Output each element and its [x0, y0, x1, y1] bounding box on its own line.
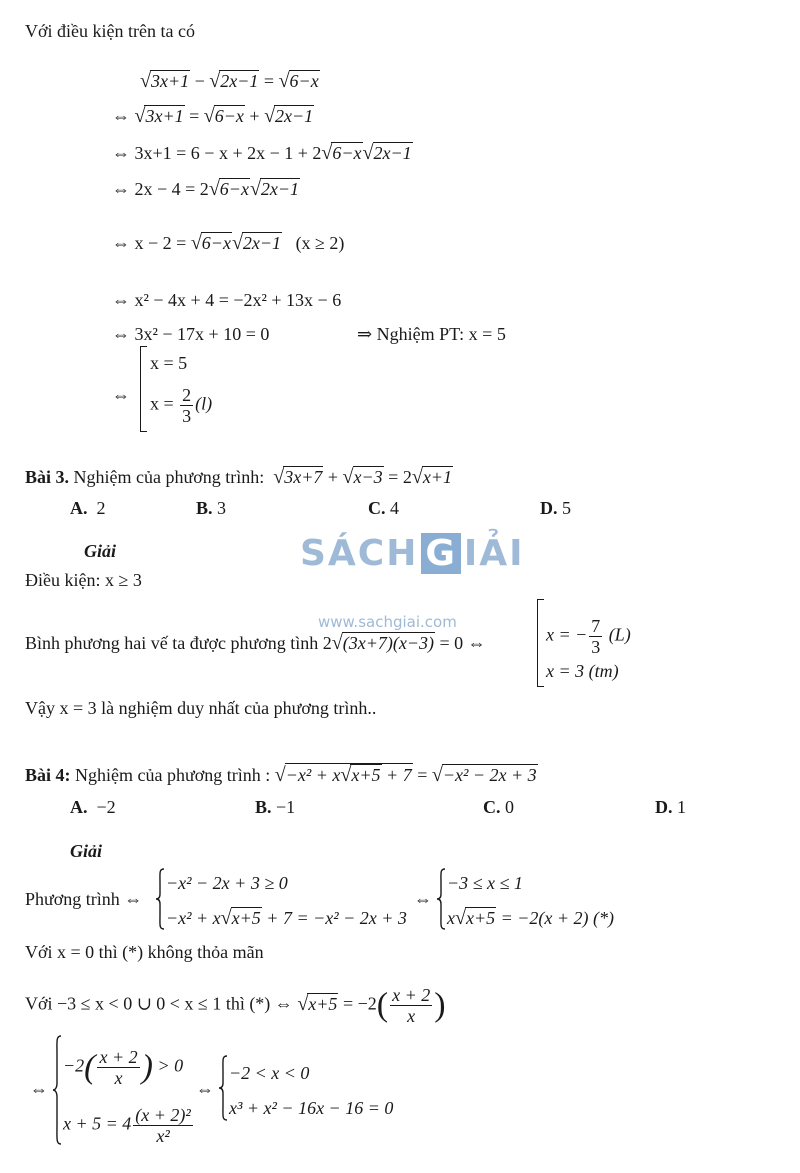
case-x-range: Với −3 ≤ x < 0 ∪ 0 < x ≤ 1 thì (*) ⇔ √x+5 = −2( $\frac{x + 2}{x}$ ) [25, 985, 446, 1026]
bai3-case-bracket [537, 599, 544, 687]
case-2: x = $\frac{2}{3}$ (l) [150, 385, 213, 426]
bai3-squaring: Bình phương hai vế ta được phương tình 2√(3x+7)(x−3) = 0 ⇔ [25, 632, 486, 654]
bai3-case-1: x = − $\frac{7}{3}$ (L) [546, 616, 631, 657]
bai3-solution-heading: Giải [84, 541, 117, 561]
equation-step-2: ⇔ √3x+1 = √6−x + √2x−1 [112, 105, 314, 127]
equation-step-7: ⇔ 3x² − 17x + 10 = 0 [112, 324, 270, 344]
system3-line2: x + 5 = 4 $\frac{\text{(x + 2)²}}{\text{x²}}$ [63, 1105, 191, 1146]
equation-step-1: √3x+1 − √2x−1 = √6−x [140, 70, 319, 92]
equivalence-arrow: ⇔ [196, 1079, 214, 1099]
equation-step-4: ⇔ 2x − 4 = 2√6−x√2x−1 [112, 178, 300, 200]
bai3-option-a: A. 2 [70, 498, 106, 518]
bai3-option-c: C. 4 [368, 498, 399, 518]
system2-line2: x√x+5 = −2(x + 2) (*) [447, 907, 615, 929]
intro-text: Với điều kiện trên ta có [25, 21, 195, 41]
equivalence-arrow: ⇔ [112, 385, 130, 405]
system4-line1: −2 < x < 0 [229, 1063, 310, 1083]
bai3-case-2: x = 3 (tm) [546, 661, 619, 681]
bai4-equation-label: Phương trình ⇔ [25, 889, 143, 909]
bai3-option-d: D. 5 [540, 498, 571, 518]
system4-line2: x³ + x² − 16x − 16 = 0 [229, 1098, 394, 1118]
bai4-option-c: C. 0 [483, 797, 514, 817]
bai4-solution-heading: Giải [70, 841, 103, 861]
bai4-question: Bài 4: Nghiệm của phương trình : √−x² + x√x+5 + 7 = √−x² − 2x + 3 [25, 764, 537, 786]
system1-line1: −x² − 2x + 3 ≥ 0 [166, 873, 288, 893]
bai3-conclusion: Vậy x = 3 là nghiệm duy nhất của phương trình.. [25, 698, 377, 718]
solution-note: ⇒ Nghiệm PT: x = 5 [357, 324, 506, 344]
system1-line2: −x² + x√x+5 + 7 = −x² − 2x + 3 [166, 907, 407, 929]
case-1: x = 5 [150, 353, 188, 373]
watermark-logo: SÁCH G IẢI www.sachgiai.com [300, 533, 525, 631]
equivalence-arrow: ⇔ [414, 889, 432, 909]
system-brace-1 [155, 868, 165, 930]
case-x-zero: Với x = 0 thì (*) không thỏa mãn [25, 942, 264, 962]
equivalence-arrow: ⇔ [30, 1079, 48, 1099]
bai3-condition: Điều kiện: x ≥ 3 [25, 570, 142, 590]
bai4-option-b: B. −1 [255, 797, 296, 817]
system2-line1: −3 ≤ x ≤ 1 [447, 873, 523, 893]
equation-step-6: ⇔ x² − 4x + 4 = −2x² + 13x − 6 [112, 290, 342, 310]
bai4-option-d: D. 1 [655, 797, 686, 817]
case-bracket [140, 346, 147, 432]
system-brace-4 [218, 1055, 228, 1121]
system-brace-3 [52, 1035, 62, 1145]
system-brace-2 [436, 868, 446, 930]
system3-line1: −2( $\frac{x + 2}{x}$ ) > 0 [63, 1047, 184, 1088]
equation-step-5: ⇔ x − 2 = √6−x√2x−1 (x ≥ 2) [112, 232, 345, 254]
bai4-option-a: A. −2 [70, 797, 116, 817]
bai3-option-b: B. 3 [196, 498, 227, 518]
equation-step-3: ⇔ 3x+1 = 6 − x + 2x − 1 + 2√6−x√2x−1 [112, 142, 412, 164]
bai3-question: Bài 3. Nghiệm của phương trình: √3x+7 + √x−3 = 2√x+1 [25, 466, 452, 488]
watermark-url: www.sachgiai.com [318, 613, 457, 631]
